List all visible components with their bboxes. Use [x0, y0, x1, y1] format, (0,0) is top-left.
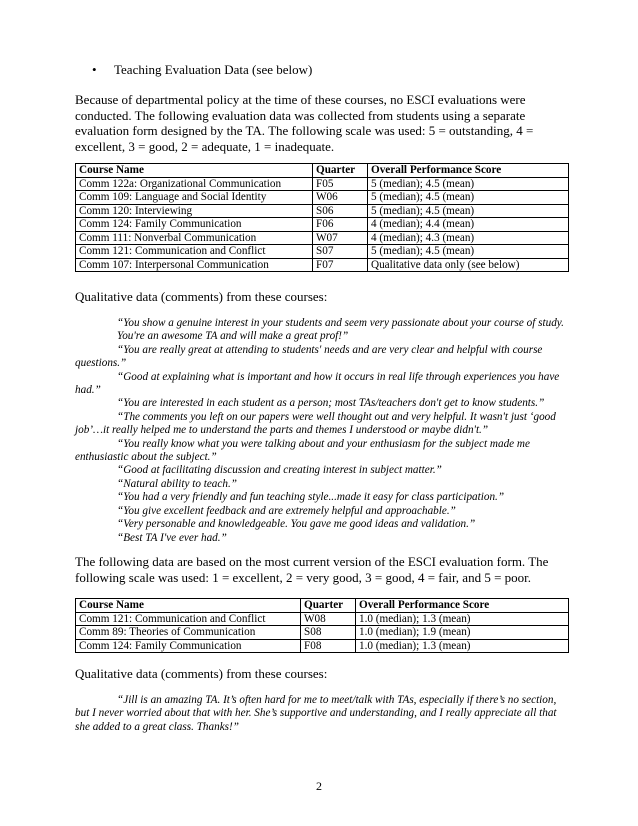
table-row — [76, 612, 569, 626]
table-row — [76, 245, 569, 259]
qualitative-heading-1: Qualitative data (comments) from these courses: — [75, 289, 328, 304]
cell-quarter: F07 — [313, 258, 368, 272]
cell-quarter: S08 — [301, 626, 356, 640]
evaluation-table-2 — [75, 598, 569, 653]
table-row — [76, 258, 569, 272]
cell-quarter: W06 — [313, 191, 368, 205]
second-paragraph: The following data are based on the most current version of the ESCI evaluation form. The following scale was used: 1 = excellent, 2 = very good, 3 = good, 4 = fair, and 5 = poor. — [75, 554, 549, 585]
table-row — [76, 626, 569, 640]
page-number: 2 — [316, 779, 322, 793]
cell-score: 1.0 (median); 1.3 (mean) — [356, 639, 569, 653]
comment-quote: “Very personable and knowledgeable. You gave me good ideas and validation.” — [117, 518, 476, 531]
cell-score: 5 (median); 4.5 (mean) — [368, 245, 569, 259]
comment-quote: “Good at facilitating discussion and creating interest in subject matter.” — [117, 464, 442, 477]
header-quarter: Quarter — [301, 599, 356, 613]
comment-quote: “Jill is an amazing TA. It’s often hard for me to meet/talk with TAs, especially if there’s no section, but I never worried about that with her. She’s supportive and understanding, and I really appreciate all that she added to a great class. Thanks!” — [75, 694, 557, 733]
table-row — [76, 639, 569, 653]
cell-quarter: S06 — [313, 204, 368, 218]
comment-quote: “Best TA I've ever had.” — [117, 531, 227, 544]
header-course-name: Course Name — [76, 599, 301, 613]
bullet-text: Teaching Evaluation Data (see below) — [114, 62, 313, 77]
cell-quarter: F08 — [301, 639, 356, 653]
cell-score: 5 (median); 4.5 (mean) — [368, 191, 569, 205]
cell-course: Comm 121: Communication and Conflict — [76, 245, 313, 259]
cell-score: 4 (median); 4.4 (mean) — [368, 218, 569, 232]
table-header-row — [76, 599, 569, 613]
cell-score: 1.0 (median); 1.9 (mean) — [356, 626, 569, 640]
table-row — [76, 191, 569, 205]
cell-quarter: F06 — [313, 218, 368, 232]
table-row — [76, 204, 569, 218]
cell-quarter: F05 — [313, 177, 368, 191]
comment-quote: “You really know what you were talking about and your enthusiasm for the subject made me enthusiastic about the subject.” — [75, 437, 530, 464]
cell-score: Qualitative data only (see below) — [368, 258, 569, 272]
bullet-symbol: • — [92, 62, 97, 77]
cell-course: Comm 124: Family Communication — [76, 639, 301, 653]
comment-quote: “You had a very friendly and fun teaching style...made it easy for class participation.” — [117, 491, 505, 504]
intro-paragraph: Because of departmental policy at the time of these courses, no ESCI evaluations were conducted. The following evaluation data was collected from students using a separate evaluation form designed by the TA. The following scale was used: 5 = outstanding, 4 = excellent, 3 = good, 2 = adequate, 1 = inadequate. — [75, 92, 534, 154]
qualitative-heading-2: Qualitative data (comments) from these courses: — [75, 666, 328, 681]
header-quarter: Quarter — [313, 164, 368, 178]
comment-quote: “Good at explaining what is important and how it occurs in real life through experiences you have had.” — [75, 370, 560, 397]
evaluation-table-1 — [75, 163, 569, 272]
comment-quote: “You give excellent feedback and are extremely helpful and approachable.” — [117, 504, 456, 517]
cell-course: Comm 89: Theories of Communication — [76, 626, 301, 640]
bullet-item — [92, 62, 312, 77]
cell-course: Comm 122a: Organizational Communication — [76, 177, 313, 191]
table-header-row — [76, 164, 569, 178]
header-score: Overall Performance Score — [356, 599, 569, 613]
comment-quote: “You are really great at attending to students' needs and are very clear and helpful with course questions.” — [75, 343, 543, 370]
comment-quote: “You are interested in each student as a person; most TAs/teachers don't get to know students.” — [117, 397, 545, 410]
cell-course: Comm 121: Communication and Conflict — [76, 612, 301, 626]
cell-score: 4 (median); 4.3 (mean) — [368, 231, 569, 245]
cell-score: 5 (median); 4.5 (mean) — [368, 177, 569, 191]
cell-course: Comm 124: Family Communication — [76, 218, 313, 232]
comment-quote: “Natural ability to teach.” — [117, 477, 237, 490]
table-row — [76, 177, 569, 191]
cell-quarter: W07 — [313, 231, 368, 245]
table-row — [76, 231, 569, 245]
comment-quote: “The comments you left on our papers were well thought out and very helpful. It wasn't just ‘good job’…it really helped me to understand the parts and themes I understood or maybe didn't.” — [75, 410, 556, 437]
cell-course: Comm 120: Interviewing — [76, 204, 313, 218]
cell-score: 1.0 (median); 1.3 (mean) — [356, 612, 569, 626]
cell-quarter: W08 — [301, 612, 356, 626]
header-score: Overall Performance Score — [368, 164, 569, 178]
comments-block-1 — [75, 317, 565, 545]
comments-block-2 — [75, 694, 565, 734]
table-row — [76, 218, 569, 232]
cell-course: Comm 109: Language and Social Identity — [76, 191, 313, 205]
cell-quarter: S07 — [313, 245, 368, 259]
cell-course: Comm 107: Interpersonal Communication — [76, 258, 313, 272]
header-course-name: Course Name — [76, 164, 313, 178]
comment-quote: “You show a genuine interest in your students and seem very passionate about your course of study. You're an awesome TA and will make a great prof!” — [117, 317, 564, 343]
cell-score: 5 (median); 4.5 (mean) — [368, 204, 569, 218]
cell-course: Comm 111: Nonverbal Communication — [76, 231, 313, 245]
